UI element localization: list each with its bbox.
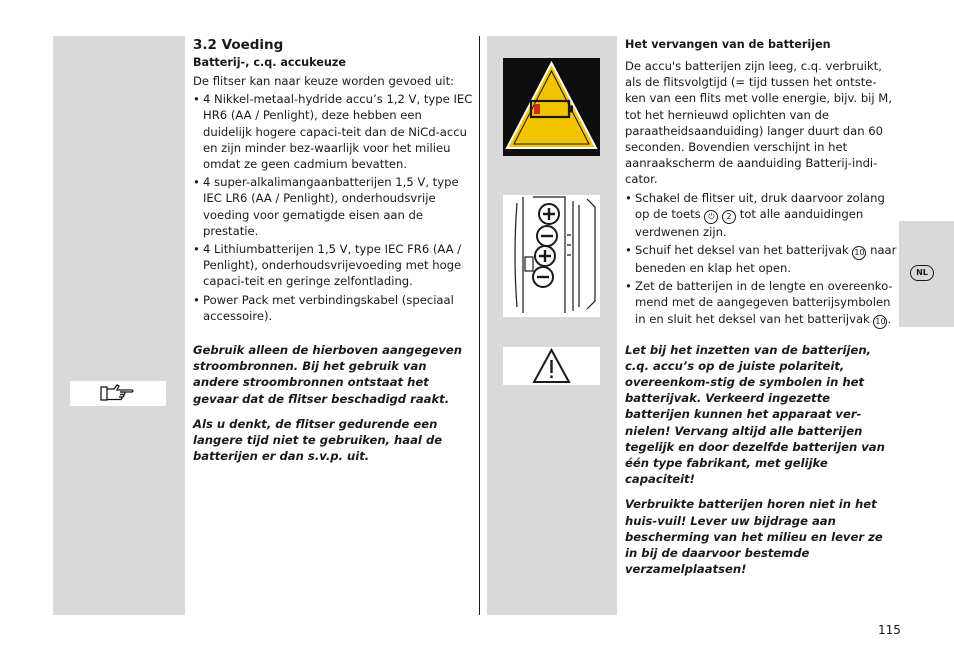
list-item: • 4 Lithiumbatterijen 1,5 V, type IEC FR6 (AA / Penlight), onderhoudsvrijevoeding met hoge capaci-teit en geringe zelfontlading.: [193, 241, 473, 290]
low-battery-warning-icon: [503, 58, 600, 156]
language-badge: NL: [910, 265, 934, 281]
battery-compartment-diagram: [503, 195, 600, 317]
step-text: Schakel de flitser uit, druk daarvoor zolang op de toets: [635, 190, 885, 221]
polarity-warning: Let bij het inzetten van de batterijen, c.q. accu’s op de juiste polariteit, overeenkom-stig de symbolen in het batterijvak. Verkeerd ingezette batterijen kunnen het apparaat ver-nielen! Vervang altijd alle batterijen tegelijk en door dezelfde batterijen van één type fabrikant, met gelijke capaciteit!: [625, 342, 885, 487]
caution-triangle-icon: [503, 347, 600, 385]
battery-compartment-icon: [503, 195, 600, 317]
right-text-column: [625, 37, 897, 577]
section-heading: 3.2 Voeding: [193, 37, 284, 53]
list-item: [625, 242, 897, 276]
intro-paragraph: De accu's batterijen zijn leeg, c.q. verbruikt, als de flitsvolgtijd (= tijd tussen het ontste-ken van een flits met volle energie, bijv. bij M, tot het hernieuwd oplichten van de paraatheidsaanduiding) langer duurt dan 60 seconden. Bovendien verschijnt in het aanraakscherm de aanduiding Batterij-indi-cator.: [625, 59, 893, 187]
reference-number: 2: [722, 210, 736, 224]
list-item: • 4 Nikkel-metaal-hydride accu’s 1,2 V, type IEC HR6 (AA / Penlight), deze hebben een duidelijk hogere capaci-teit dan de NiCd-accu en zijn minder bez-waarlijk voor het milieu omdat ze geen cadmium bevatten.: [193, 91, 473, 172]
step-text: .: [887, 311, 892, 326]
disposal-warning: Verbruikte batterijen horen niet in het huis-vuil! Lever uw bijdrage aan bescherming van het milieu en lever ze in bij de daarvoor bestemde verzamelplaatsen!: [625, 497, 883, 577]
page-number: 115: [878, 623, 901, 637]
steps-list: [625, 190, 897, 329]
storage-warning: Als u denkt, de flitser gedurende een langere tijd niet te gebruiken, haal de batterijen er dan s.v.p. uit.: [193, 416, 443, 464]
section-heading: Het vervangen van de batterijen: [625, 38, 831, 51]
step-text: naar beneden en klap het open.: [635, 243, 897, 276]
list-item: • 4 super-alkalimangaanbatterijen 1,5 V, type IEC LR6 (AA / Penlight), onderhoudsvrije voeding voor gematigde eisen aan de prestatie.: [193, 174, 473, 239]
reference-number: 10: [873, 315, 887, 329]
note-pointer-box: [70, 381, 166, 406]
step-text: tot alle aanduidingen verdwenen zijn.: [635, 206, 864, 239]
power-icon: ⏻: [704, 210, 718, 224]
step-text: Schuif het deksel van het batterijvak: [635, 243, 849, 258]
battery-warning-image: [503, 58, 600, 156]
step-text: Zet de batterijen in de lengte en overeenko-mend met de aangegeven batterijsymbolen in en sluit het deksel van het batterijvak: [635, 279, 893, 326]
left-text-column: [193, 37, 473, 464]
left-margin-column: [53, 36, 185, 615]
reference-number: 10: [852, 246, 866, 260]
list-item: [625, 278, 897, 328]
list-item: • Power Pack met verbindingskabel (speciaal accessoire).: [193, 292, 473, 324]
list-item: [625, 190, 897, 240]
power-source-warning: Gebruik alleen de hierboven aangegeven stroombronnen. Bij het gebruik van andere stroombronnen ontstaat het gevaar dat de flitser beschadigd raakt.: [193, 343, 463, 406]
power-source-list: [193, 91, 473, 324]
intro-paragraph: De flitser kan naar keuze worden gevoed uit:: [193, 74, 455, 88]
caution-box: [503, 347, 600, 385]
column-divider: [479, 36, 480, 615]
pointing-hand-icon: [70, 381, 166, 406]
section-subheading: Batterij-, c.q. accukeuze: [193, 56, 346, 69]
